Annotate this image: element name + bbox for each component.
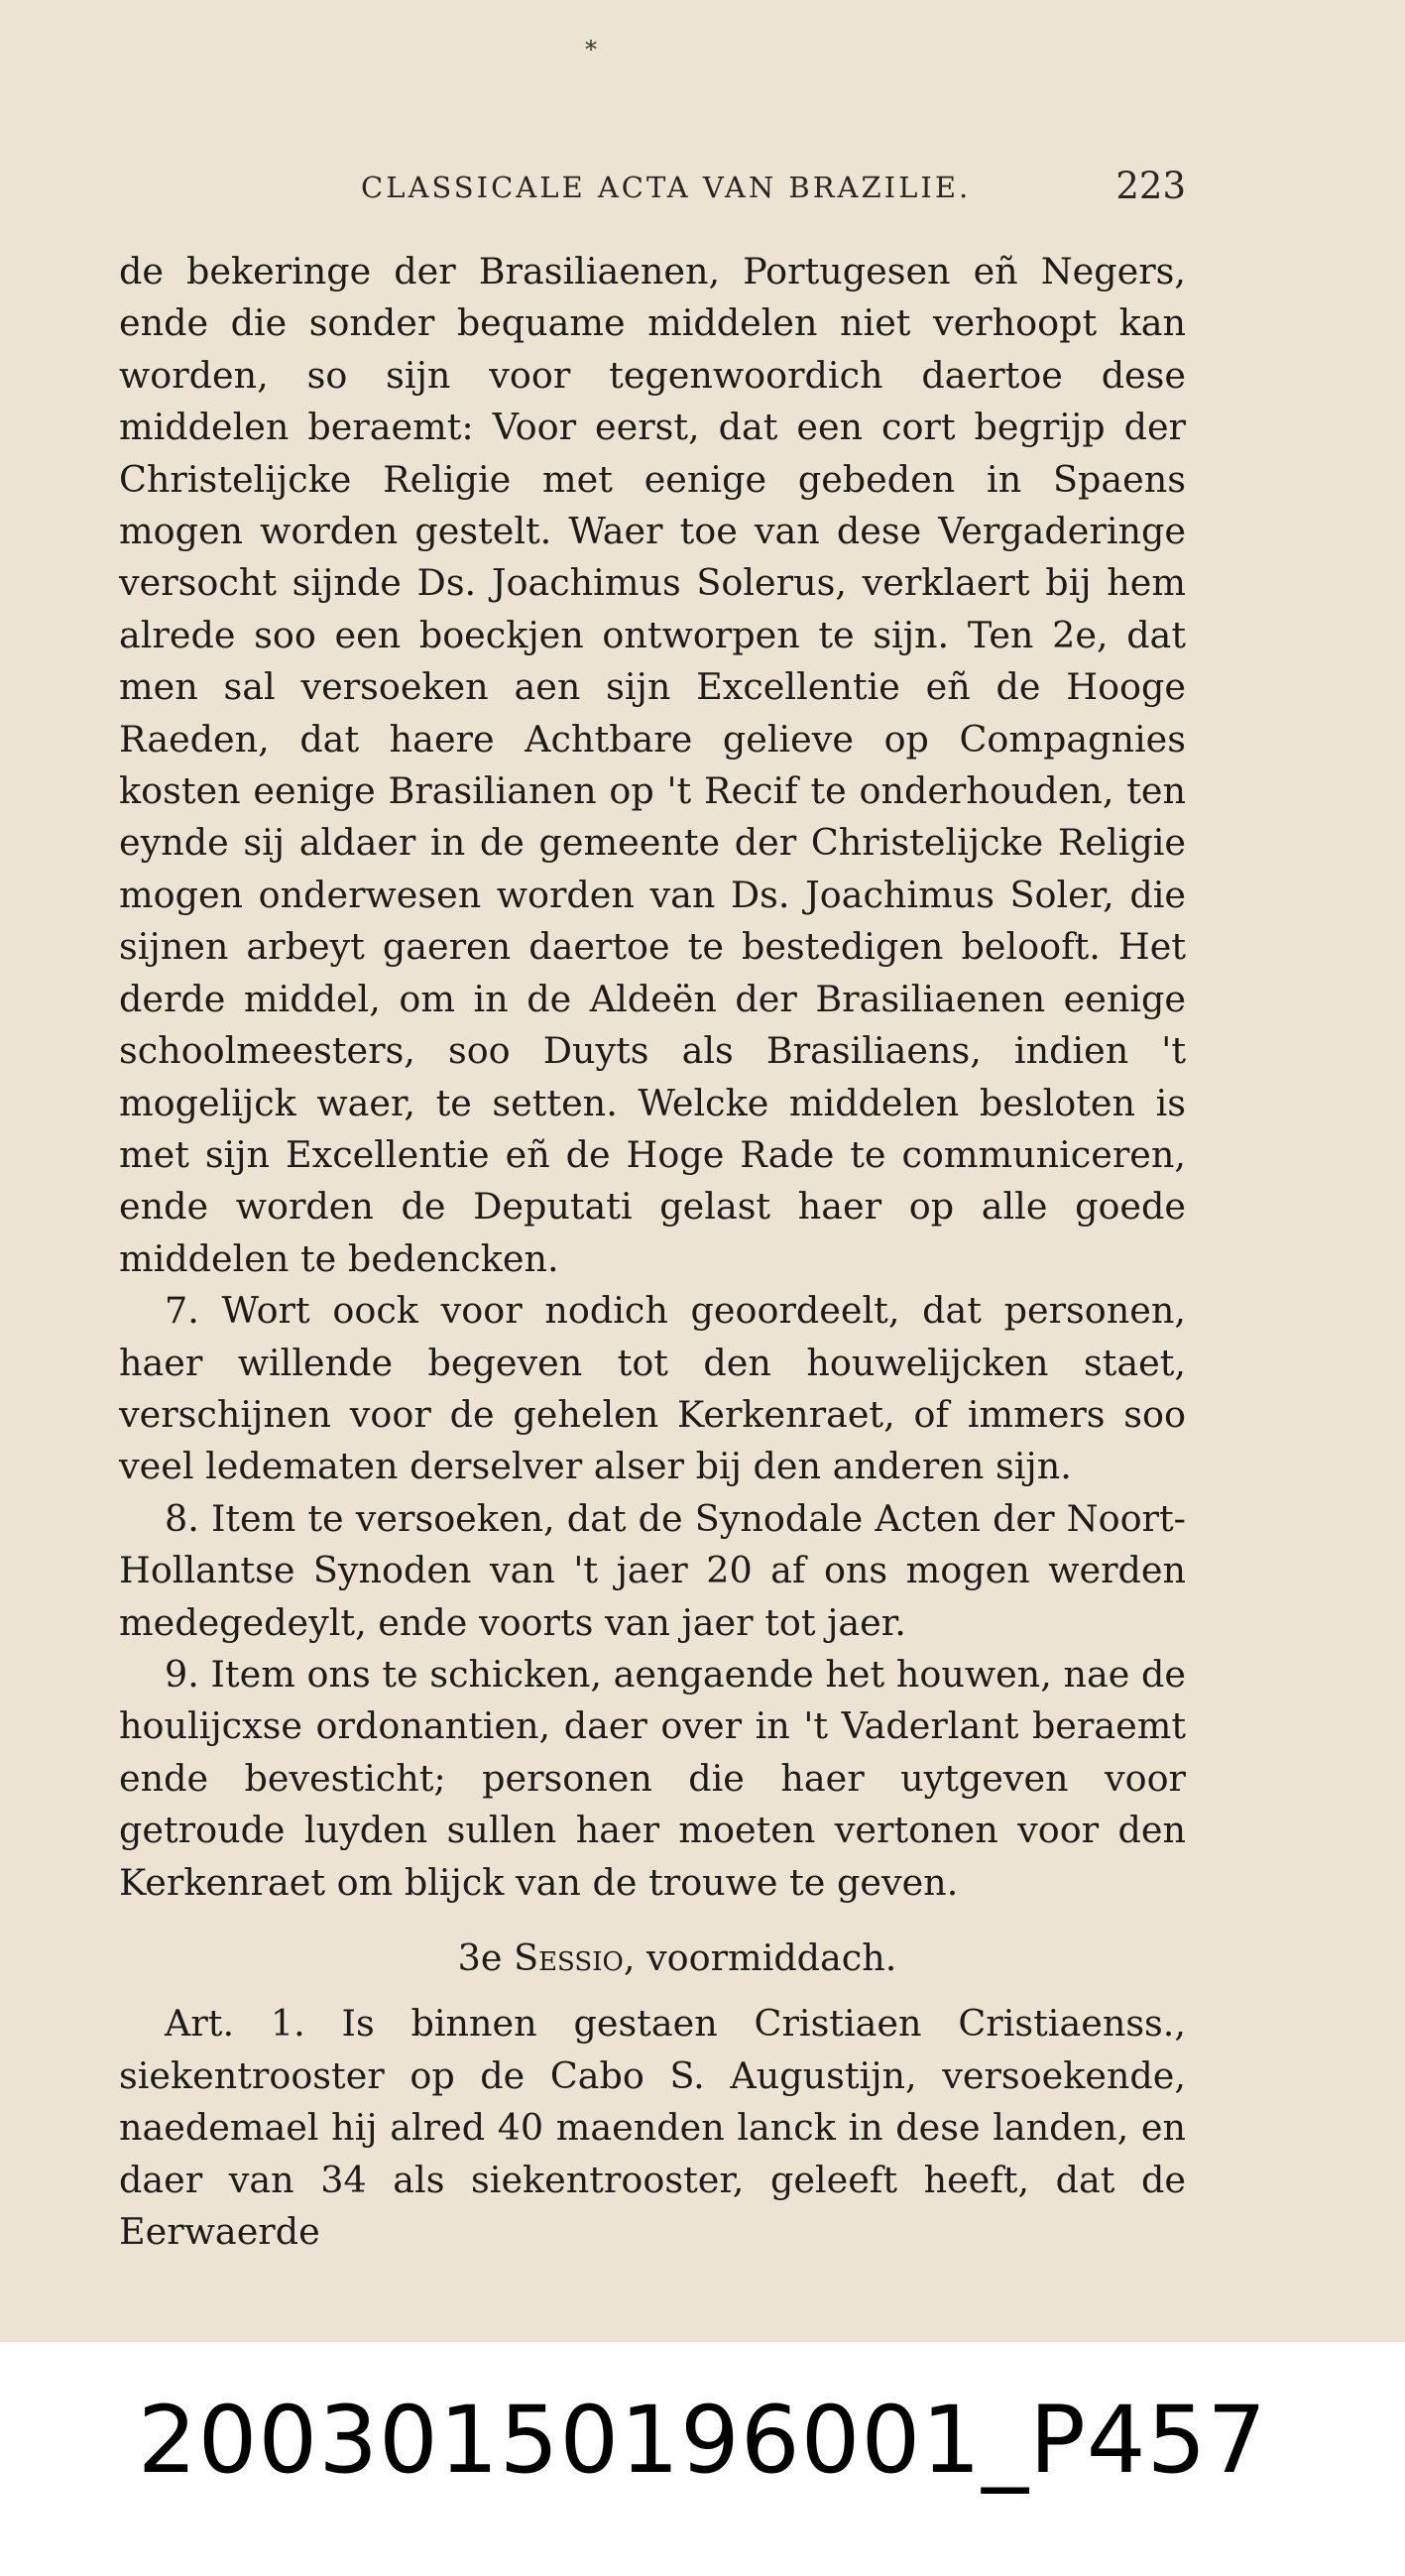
page-number: 223 xyxy=(1115,165,1186,207)
running-head-title: CLASSICALE ACTA VAN BRAZILIE. xyxy=(361,171,972,204)
session-name: Sessio xyxy=(514,1936,624,1979)
article-1: Art. 1. Is binnen gestaen Cristiaen Cristiaenss., siekentrooster op de Cabo S. Augustijn, versoekende, naedemael hij alred 40 maenden lanck in dese landen, en daer van 34 als siekentrooster, geleeft heeft, dat de Eerwaerde xyxy=(119,2002,1186,2254)
scan-caption-bar xyxy=(0,2342,1405,2576)
session-rest: , voormiddach. xyxy=(623,1936,897,1979)
paragraph-item-8: 8. Item te versoeken, dat de Synodale Acten der Noort-Hollantse Synoden van 't jaer 20 af ons mogen werden medegedeylt, ende voorts van jaer tot jaer. xyxy=(119,1496,1186,1644)
paragraph-item-9: 9. Item ons te schicken, aengaende het houwen, nae de houlijcxse ordonantien, daer over in 't Vaderlant beraemt ende bevesticht; personen die haer uytgeven voor getroude luyden sullen haer moeten vertonen voor den Kerkenraet om blijck van de trouwe te geven. xyxy=(119,1652,1186,1904)
page-body xyxy=(119,246,1186,2258)
scan-identifier: 20030150196001_P457 xyxy=(137,2387,1268,2495)
ink-speck: * xyxy=(585,36,597,63)
running-head xyxy=(119,165,1186,212)
session-ordinal: 3e xyxy=(457,1936,503,1979)
session-heading xyxy=(119,1932,1186,1984)
paragraph-continuation: de bekeringe der Brasiliaenen, Portugesen eñ Negers, ende die sonder bequame middelen niet verhoopt kan worden, so sijn voor tegenwoordich daertoe dese middelen beraemt: Voor eerst, dat een cort begrijp der Christelijcke Religie met eenige gebeden in Spaens mogen worden gestelt. Waer toe van dese Vergaderinge versocht sijnde Ds. Joachimus Solerus, verklaert bij hem alrede soo een boeckjen ontworpen te sijn. Ten 2e, dat men sal versoeken aen sijn Excellentie eñ de Hooge Raeden, dat haere Achtbare gelieve op Compagnies kosten eenige Brasilianen op 't Recif te onderhouden, ten eynde sij aldaer in de gemeente der Christelijcke Religie mogen onderwesen worden van Ds. Joachimus Soler, die sijnen arbeyt gaeren daertoe te bestedigen belooft. Het derde middel, om in de Aldeën der Brasiliaenen eenige schoolmeesters, soo Duyts als Brasiliaens, indien 't mogelijck waer, te setten. Welcke middelen besloten is met sijn Excellentie eñ de Hoge Rade te communiceren, ende worden de Deputati gelast haer op alle goede middelen te bedencken. xyxy=(119,250,1186,1280)
paragraph-item-7: 7. Wort oock voor nodich geoordeelt, dat personen, haer willende begeven tot den houwelijcken staet, verschijnen voor de gehelen Kerkenraet, of immers soo veel ledematen derselver alser bij den anderen sijn. xyxy=(119,1289,1186,1488)
